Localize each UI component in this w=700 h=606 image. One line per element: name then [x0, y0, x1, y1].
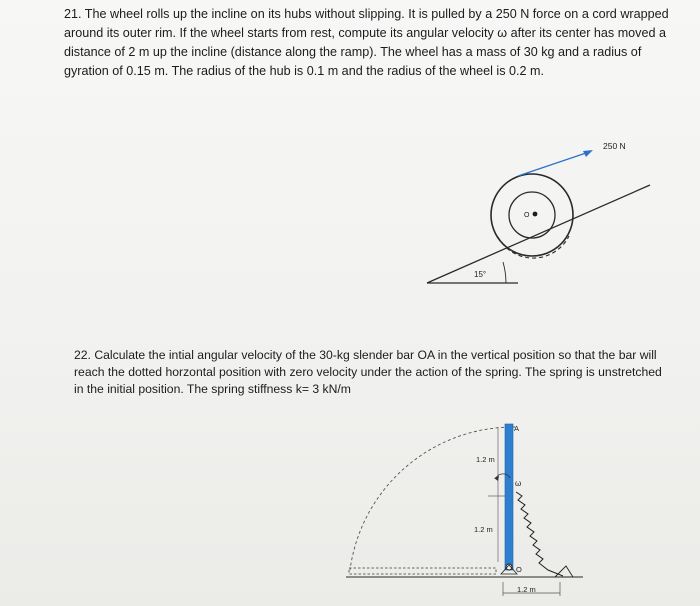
problem-22-text: 22. Calculate the intial angular velocity of the 30-kg slender bar OA in the vertical position so that the bar will reach the dotted horzontal position with zero velocity under the action of the spring. The spring is unstretched in the initial position. The spring stiffness k= 3 kN/m: [74, 348, 662, 396]
dim-label-lower: 1.2 m: [474, 525, 493, 534]
spring-support: [555, 566, 573, 577]
angle-label: 15°: [474, 270, 487, 279]
dim-label-upper: 1.2 m: [476, 455, 495, 464]
label-omega: ω: [515, 479, 522, 488]
spring: [516, 492, 563, 576]
label-a: A: [514, 424, 520, 433]
force-label: 250 N: [603, 141, 626, 151]
slender-bar-oa: [505, 424, 513, 570]
swing-path-arc: [350, 427, 515, 570]
dim-label-bottom: 1.2 m: [517, 585, 536, 594]
label-o: O: [516, 565, 522, 574]
wheel-center-label: O: [524, 212, 530, 219]
horizontal-bar-outline: [349, 568, 496, 574]
problem-21-text: 21. The wheel rolls up the incline on its hubs without slipping. It is pulled by a 250 N force on a cord wrapped around its outer rim. If the wheel starts from rest, compute its angular velocity ω after its center has moved a distance of 2 m up the incline (distance along the ramp). The wheel has a mass of 30 kg and a radius of gyration of 0.15 m. The radius of the hub is 0.1 m and the radius of the wheel is 0.2 m.: [64, 7, 669, 78]
